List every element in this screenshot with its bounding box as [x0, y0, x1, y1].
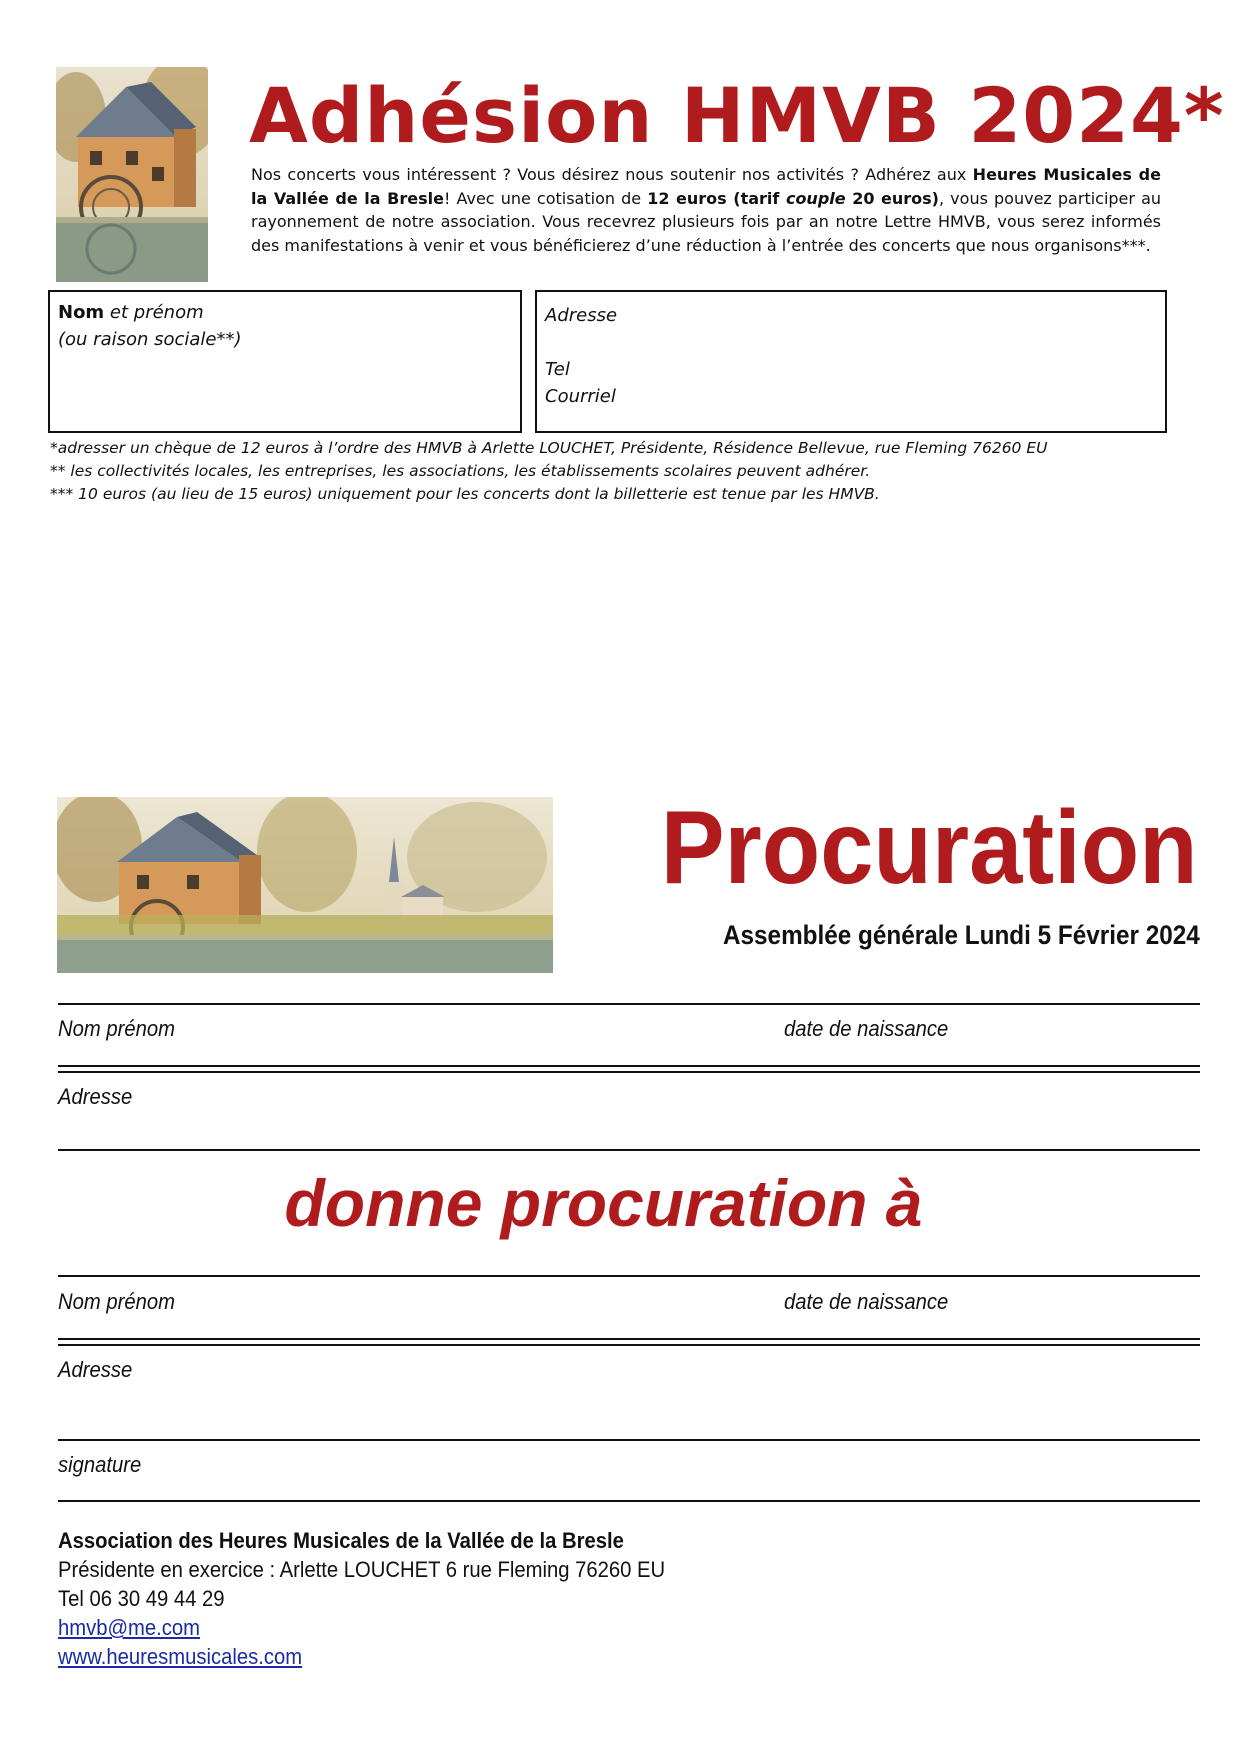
intro-org-name: Heures Musicales de la Vallée de la Bresle: [251, 165, 1161, 208]
nom-prenom-label-2: Nom prénom: [58, 1289, 175, 1314]
adresse-label: Adresse: [545, 305, 618, 326]
mill-painting-wide: [57, 797, 553, 973]
nom-label: Nom: [58, 302, 105, 323]
footnotes: [50, 437, 1047, 506]
date-naissance-label-1[interactable]: date de naissance: [784, 1016, 949, 1041]
footer-org-name: Association des Heures Musicales de la Vallée de la Bresle: [58, 1528, 624, 1553]
intro-text-1: Nos concerts vous intéressent ? Vous désirez nous soutenir nos activités ? Adhérez aux: [251, 165, 973, 184]
rule: [58, 1439, 1200, 1441]
association-footer: [58, 1526, 718, 1671]
footnote-2: ** les collectivités locales, les entreprises, les associations, les établissements scolaires peuvent adhérer.: [50, 462, 871, 480]
rule: [58, 1275, 1200, 1277]
prenom-label: et prénom: [104, 302, 204, 323]
rule: [58, 1500, 1200, 1502]
rule: [58, 1344, 1200, 1346]
footnote-3: *** 10 euros (au lieu de 15 euros) uniquement pour les concerts dont la billetterie est tenue par les HMVB.: [50, 485, 880, 503]
rule: [58, 1003, 1200, 1005]
footnote-1: *adresser un chèque de 12 euros à l’ordre des HMVB à Arlette LOUCHET, Présidente, Résidence Bellevue, rue Fleming 76260 EU: [50, 439, 1048, 457]
intro-text-2: ! Avec une cotisation de: [443, 188, 648, 208]
procuration-title: Procuration: [661, 790, 1198, 906]
footer-tel: Tel 06 30 49 44 29: [58, 1586, 225, 1611]
contact-form-box[interactable]: [535, 290, 1167, 433]
footer-presidente: Présidente en exercice : Arlette LOUCHET 6 rue Fleming 76260 EU: [58, 1557, 666, 1582]
signature-label[interactable]: signature: [58, 1452, 142, 1477]
assemblee-subtitle: Assemblée générale Lundi 5 Février 2024: [723, 920, 1200, 950]
name-field-label: [58, 299, 512, 326]
tel-label: Tel: [545, 359, 570, 380]
adhesion-intro: [251, 163, 1161, 257]
rule: [58, 1149, 1200, 1151]
date-naissance-label-2[interactable]: date de naissance: [784, 1289, 949, 1314]
adhesion-title: Adhésion HMVB 2024*: [249, 71, 1225, 160]
rule: [58, 1338, 1200, 1340]
intro-price: 12 euros (tarif: [647, 188, 786, 208]
footer-email-link[interactable]: hmvb@me.com: [58, 1615, 201, 1640]
name-form-box[interactable]: [48, 290, 522, 433]
rule: [58, 1065, 1200, 1067]
raison-sociale-label: (ou raison sociale**): [58, 329, 242, 350]
footer-website-link[interactable]: www.heuresmusicales.com: [58, 1644, 303, 1669]
intro-couple: couple: [785, 188, 846, 208]
adresse-label-2: Adresse: [58, 1357, 133, 1382]
spacer: [545, 329, 1157, 356]
intro-price-couple: 20 euros): [845, 188, 939, 208]
nom-prenom-label-1: Nom prénom: [58, 1016, 175, 1041]
mill-painting-small: [56, 67, 208, 282]
adresse-label-1: Adresse: [58, 1084, 133, 1109]
rule: [58, 1071, 1200, 1073]
intro-text-3: , vous pouvez participer au rayonnement de notre association. Vous recevrez plusieurs fois par an notre Lettre HMVB, vous serez informés des manifestations à venir et vous bénéficierez d’une réduction à l’entrée des concerts que nous organisons***.: [251, 188, 1162, 255]
courriel-label: Courriel: [545, 386, 616, 407]
donne-procuration-heading: donne procuration à: [284, 1166, 923, 1240]
